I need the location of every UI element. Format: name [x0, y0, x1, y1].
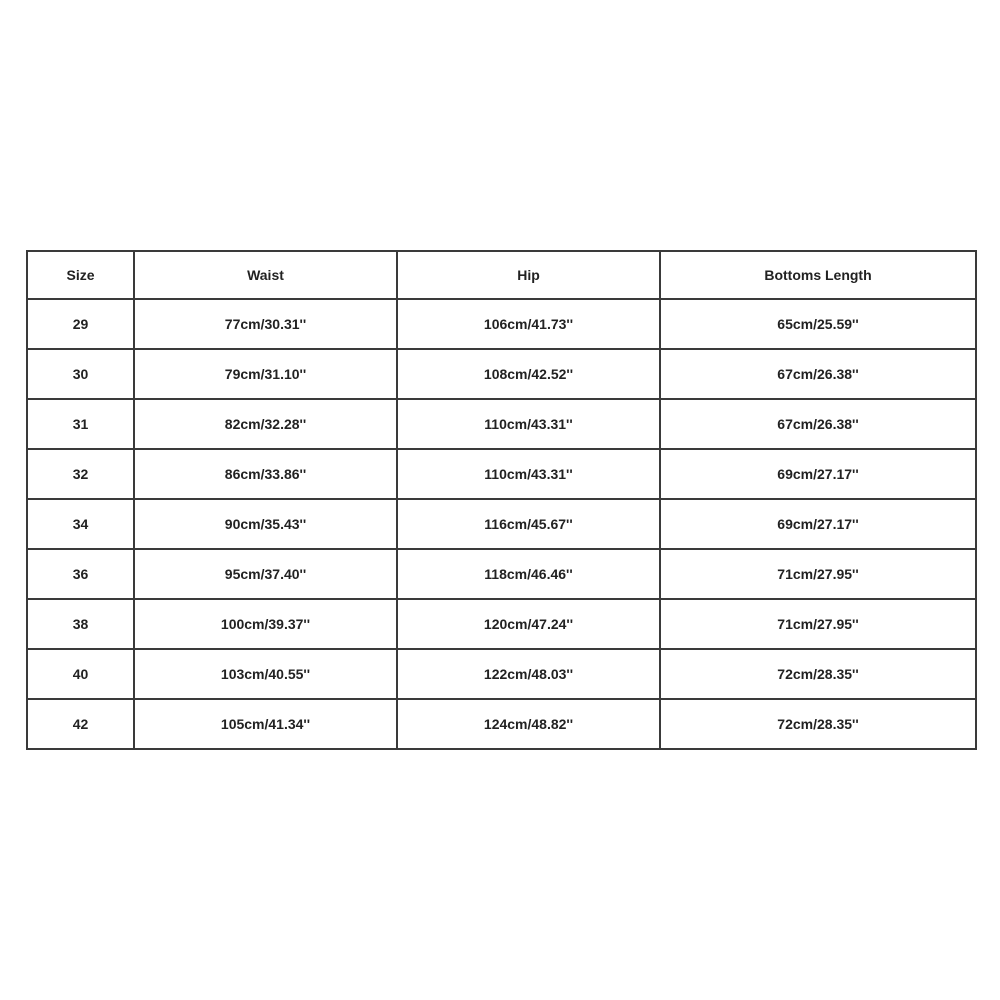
cell-size: 36: [27, 549, 134, 599]
cell-bottoms-length: 69cm/27.17'': [660, 449, 976, 499]
table-row: [27, 599, 976, 649]
cell-waist: 105cm/41.34'': [134, 699, 397, 749]
cell-size: 40: [27, 649, 134, 699]
cell-size: 42: [27, 699, 134, 749]
cell-hip: 110cm/43.31'': [397, 449, 660, 499]
table-row: [27, 549, 976, 599]
cell-size: 31: [27, 399, 134, 449]
cell-waist: 77cm/30.31'': [134, 299, 397, 349]
cell-bottoms-length: 67cm/26.38'': [660, 399, 976, 449]
cell-bottoms-length: 72cm/28.35'': [660, 649, 976, 699]
cell-waist: 79cm/31.10'': [134, 349, 397, 399]
cell-size: 29: [27, 299, 134, 349]
header-waist: Waist: [134, 251, 397, 299]
cell-bottoms-length: 69cm/27.17'': [660, 499, 976, 549]
header-bottoms-length: Bottoms Length: [660, 251, 976, 299]
cell-waist: 95cm/37.40'': [134, 549, 397, 599]
cell-bottoms-length: 67cm/26.38'': [660, 349, 976, 399]
header-size: Size: [27, 251, 134, 299]
cell-size: 30: [27, 349, 134, 399]
table-row: [27, 649, 976, 699]
table-row: [27, 699, 976, 749]
cell-waist: 103cm/40.55'': [134, 649, 397, 699]
cell-waist: 100cm/39.37'': [134, 599, 397, 649]
cell-bottoms-length: 72cm/28.35'': [660, 699, 976, 749]
cell-size: 38: [27, 599, 134, 649]
cell-bottoms-length: 71cm/27.95'': [660, 549, 976, 599]
cell-size: 34: [27, 499, 134, 549]
table-row: [27, 499, 976, 549]
table-row: [27, 299, 976, 349]
cell-hip: 116cm/45.67'': [397, 499, 660, 549]
cell-hip: 118cm/46.46'': [397, 549, 660, 599]
table-row: [27, 399, 976, 449]
cell-waist: 86cm/33.86'': [134, 449, 397, 499]
cell-hip: 108cm/42.52'': [397, 349, 660, 399]
table-header-row: [27, 251, 976, 299]
cell-hip: 106cm/41.73'': [397, 299, 660, 349]
cell-size: 32: [27, 449, 134, 499]
header-hip: Hip: [397, 251, 660, 299]
cell-bottoms-length: 65cm/25.59'': [660, 299, 976, 349]
cell-hip: 122cm/48.03'': [397, 649, 660, 699]
cell-bottoms-length: 71cm/27.95'': [660, 599, 976, 649]
table-row: [27, 349, 976, 399]
table-row: [27, 449, 976, 499]
cell-hip: 110cm/43.31'': [397, 399, 660, 449]
size-chart-table: [26, 250, 977, 750]
cell-hip: 120cm/47.24'': [397, 599, 660, 649]
cell-waist: 82cm/32.28'': [134, 399, 397, 449]
cell-waist: 90cm/35.43'': [134, 499, 397, 549]
cell-hip: 124cm/48.82'': [397, 699, 660, 749]
